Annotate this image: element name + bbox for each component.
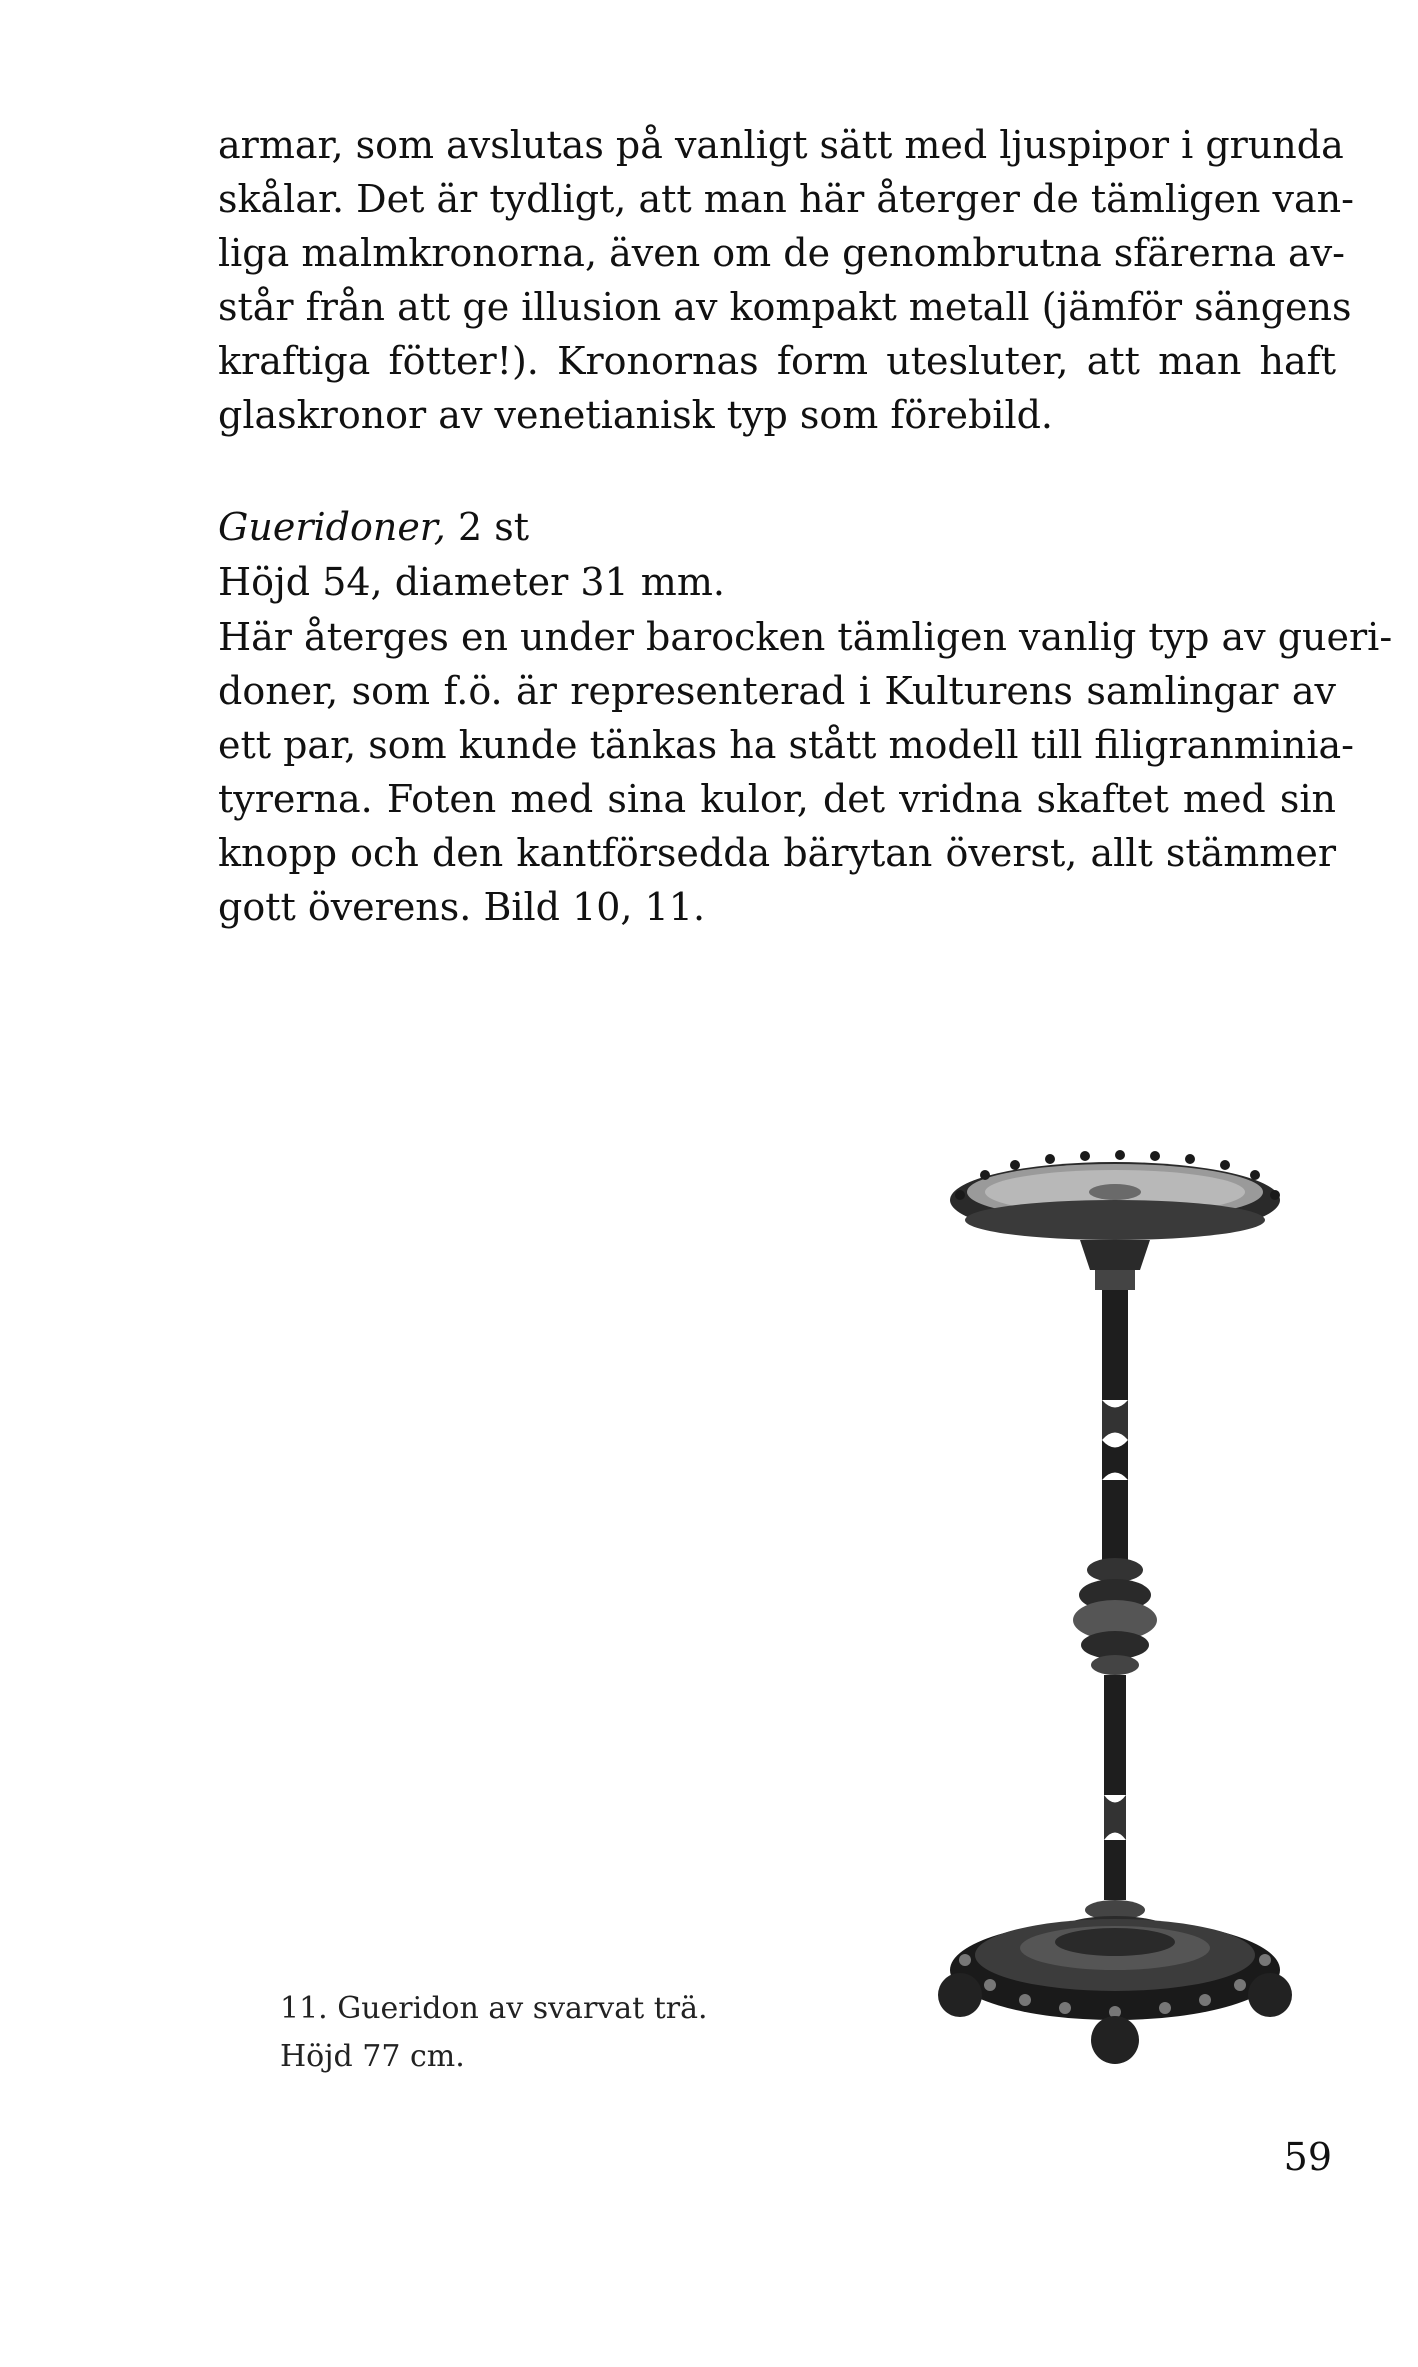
text-line: ett par, som kunde tänkas ha stått modell till filigranminia-	[218, 723, 1355, 767]
text-line: gott överens. Bild 10, 11.	[218, 885, 706, 929]
text-line: kraftiga fötter!). Kronornas form utesluter, att man haft	[218, 339, 1336, 383]
section-heading-count: 2 st	[457, 505, 529, 549]
text-line: tyrerna. Foten med sina kulor, det vridna skaftet med sin	[218, 777, 1336, 821]
page-number: 59	[1283, 2135, 1332, 2179]
text-line: står från att ge illusion av kompakt metall (jämför sängens	[218, 285, 1352, 329]
paragraph-gueridon	[218, 610, 1393, 934]
section-dimensions: Höjd 54, diameter 31 mm.	[218, 560, 725, 604]
text-line: skålar. Det är tydligt, att man här återger de tämligen van-	[218, 177, 1354, 221]
text-line: knopp och den kantförsedda bärytan överst, allt stämmer	[218, 831, 1336, 875]
text-line: armar, som avslutas på vanligt sätt med ljuspipor i grunda	[218, 123, 1344, 167]
paragraph-candelabra	[218, 118, 1354, 442]
text-line: Här återges en under barocken tämligen vanlig typ av gueri-	[218, 615, 1393, 659]
figure-caption-line: 11. Gueridon av svarvat trä.	[280, 1991, 708, 2026]
text-line: glaskronor av venetianisk typ som förebild.	[218, 393, 1053, 437]
text-line: liga malmkronorna, även om de genombrutna sfärerna av-	[218, 231, 1346, 275]
figure-caption-line: Höjd 77 cm.	[280, 2039, 465, 2074]
text-line: doner, som f.ö. är representerad i Kulturens samlingar av	[218, 669, 1336, 713]
gueridon-photo	[930, 1140, 1300, 2080]
figure-caption	[280, 1985, 708, 2081]
section-heading-title: Gueridoner,	[218, 505, 446, 549]
section-heading	[218, 500, 529, 554]
